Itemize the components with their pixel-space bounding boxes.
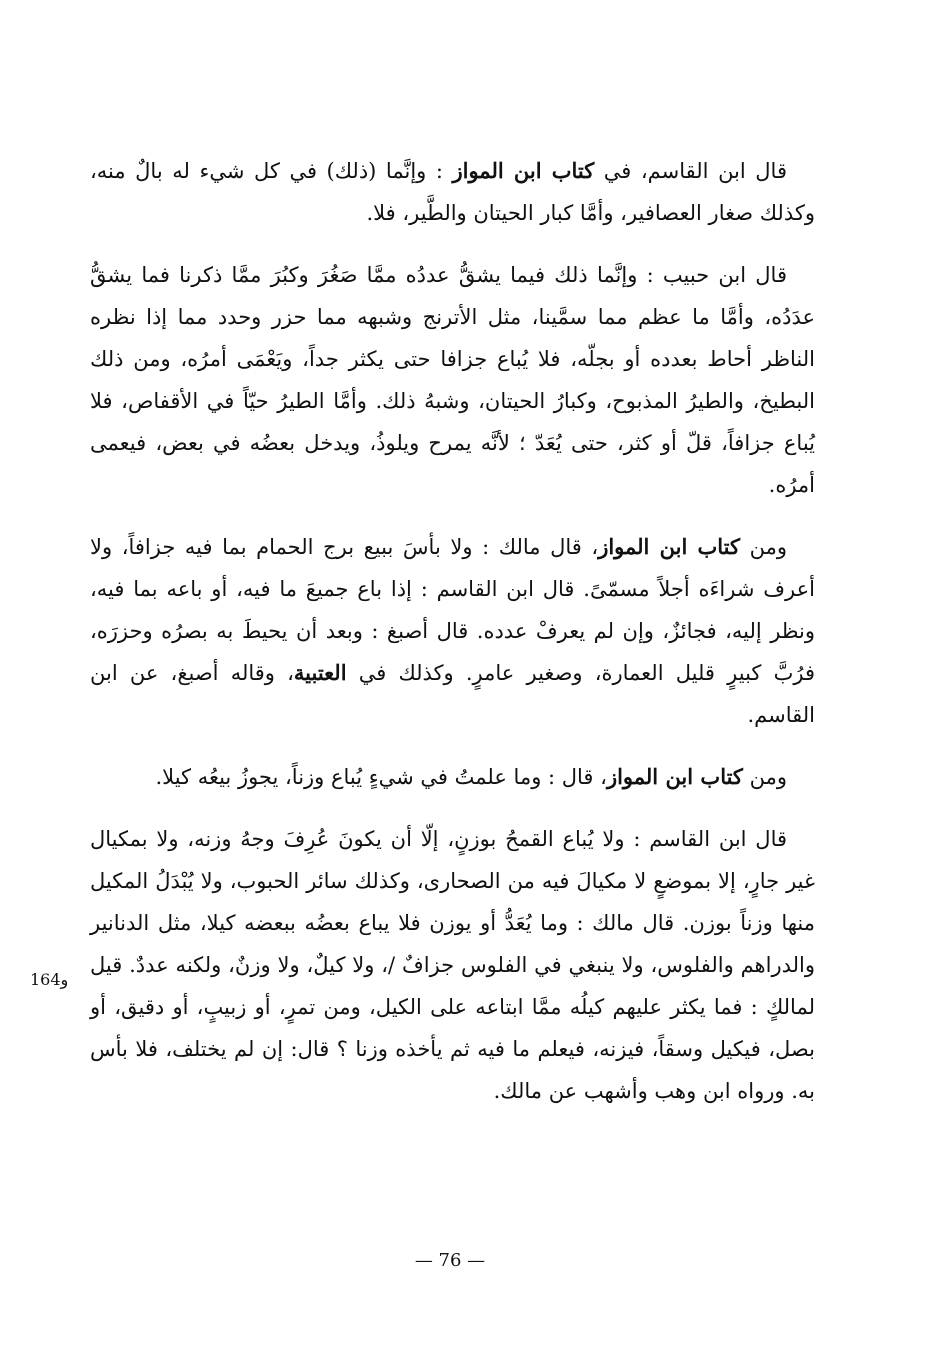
paragraph-text: ومن [742, 765, 787, 789]
book-title: العتبية [293, 660, 347, 685]
paragraph-text: قال ابن حبيب : وإنَّما ذلك فيما يشقُّ عددُه ممَّا صَغُرَ وكبُرَ ممَّا ذكرنا فما يشقُّ عدَدُه، وأمَّا ما عظم مما سمَّينا، مثل الأترنج وشبهه مما حزر وحدد مما إذا نظره الناظر أحاط بعدده أو بجلّه، فلا يُباع جزافا حتى يكثر جداً، ويَعْمَى أمرُه، ومن ذلك البطيخ، والطيرُ المذبوح، وكبارُ الحيتان، وشبهُ ذلك. وأمَّا الطيرُ حيّاً في الأقفاص، فلا يُباع جزافاً، قلّ أو كثر، حتى يُعَدّ ؛ لأنَّه يمرح ويلوذُ، ويدخل بعضُه في بعض، فيعمى أمرُه. [90, 263, 815, 497]
paragraph-text: ومن [740, 535, 787, 559]
paragraph-5 [90, 818, 815, 1112]
paragraph-2 [90, 254, 815, 506]
paragraph-text: ، وقاله أصبغ، عن ابن القاسم. [90, 661, 815, 727]
paragraph-4 [90, 756, 815, 798]
page-body [90, 150, 815, 1132]
paragraph-3 [90, 526, 815, 736]
paragraph-text: قال ابن القاسم : ولا يُباع القمحُ بوزنٍ، إلّا أن يكونَ عُرِفَ وجهُ وزنه، ولا بمكيال غير جارٍ، إلا بموضعٍ لا مكيالَ فيه من الصحارى، وكذلك سائر الحبوب، ولا يُبْدَلُ المكيل منها وزناً بوزن. قال مالك : وما يُعَدُّ أو يوزن فلا يباع بعضُه ببعضه كيلا، مثل الدنانير والدراهم والفلوس، ولا ينبغي في الفلوس جزافٌ /، ولا كيلٌ، ولا وزنٌ، ولكنه عددٌ. قيل لمالكٍ : فما يكثر عليهم كيلُه ممَّا ابتاعه على الكيل، ومن تمرٍ، أو زبيبٍ، أو دقيق، أو بصل، فيكيل وسقاً، فيزنه، فيعلم ما فيه ثم يأخذه وزنا ؟ قال: إن لم يختلف، فلا بأس به. ورواه ابن وهب وأشهب عن مالك. [90, 827, 815, 1103]
page-number: — 76 — [414, 1250, 486, 1271]
paragraph-text: ، قال مالك : ولا بأسَ ببيع برج الحمام بما فيه جزافاً، ولا أعرف شراءَه أجلاً مسمّىً. قال ابن القاسم : إذا باع جميعَ ما فيه، أو باعه بما فيه، ونظر إليه، فجائزٌ، وإن لم يعرفْ عدده. قال أصبغ : وبعد أن يحيطَ به بصرُه وحزرَه، فرُبَّ كبيرٍ قليل العمارة، وصغير عامرٍ. وكذلك في [90, 535, 815, 685]
paragraph-1 [90, 150, 815, 234]
book-title: كتاب ابن المواز [606, 764, 743, 789]
paragraph-text: ، قال : وما علمتُ في شيءٍ يُباع وزناً، يجوزُ بيعُه كيلا. [155, 765, 607, 789]
margin-folio-note: 164و [30, 970, 69, 989]
book-title: كتاب ابن المواز [452, 158, 595, 183]
paragraph-text: قال ابن القاسم، في [594, 159, 787, 183]
book-title: كتاب ابن المواز [598, 534, 741, 559]
paragraph-text: : وإنَّما (ذلك) في كل شيء له بالٌ منه، وكذلك صغار العصافير، وأمَّا كبار الحيتان والطَّير، فلا. [90, 159, 815, 225]
